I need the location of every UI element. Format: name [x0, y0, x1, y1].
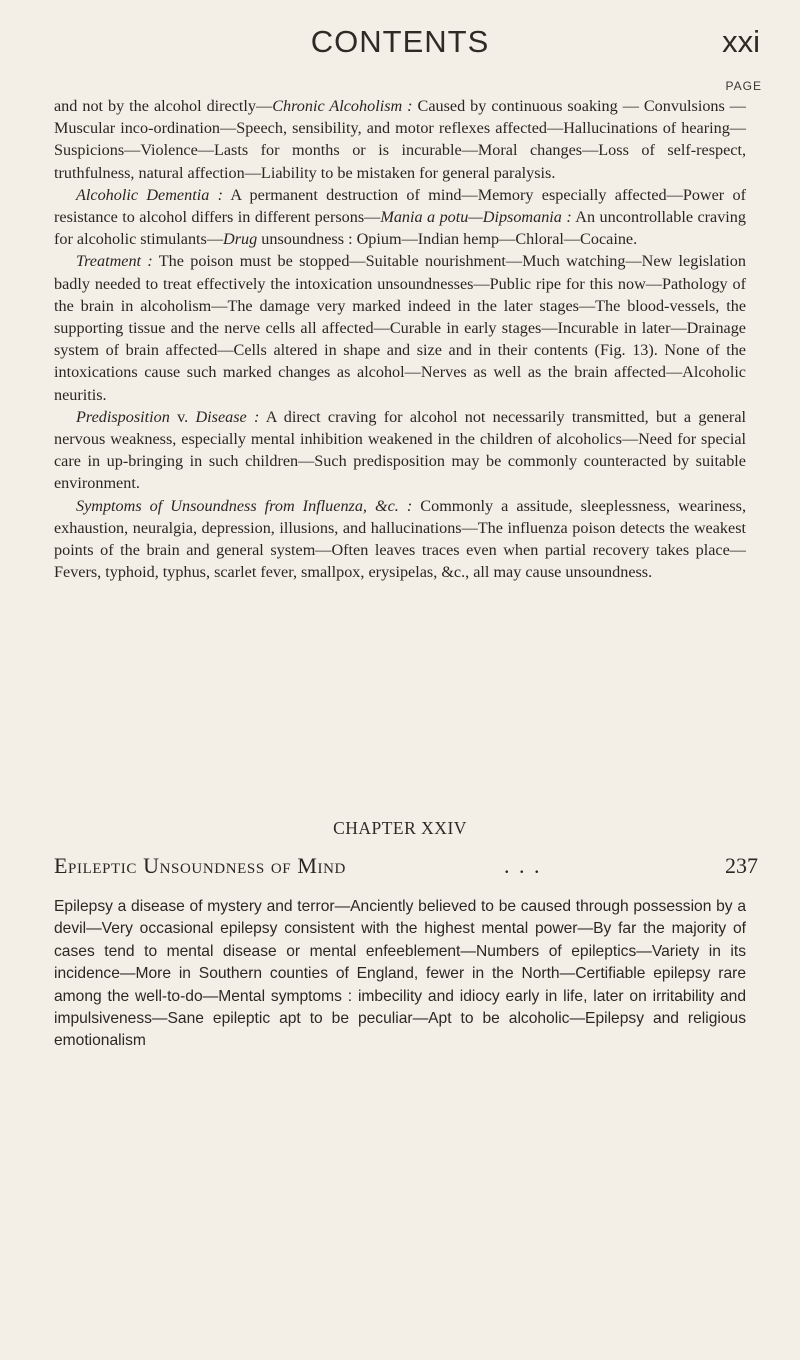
text-run: A direct craving for alcohol not necessarily transmitted, but a general nervous weakness, especially mental inhibition weakened in the children of alcoholics—Need for special care in up-bringing in such children—Such predisposition may be commonly counteracted by suitable environment.	[54, 407, 747, 493]
text-run: A permanent destruction of mind—Memory especially affected—Power of resistance to alcohol differs in different persons—	[54, 185, 746, 227]
page-folio: xxi	[722, 24, 760, 59]
text-run: v.	[169, 407, 196, 426]
text-run: The poison must be stopped—Suitable nourishment—Much watching—New legislation badly needed to treat effectively the intoxication unsoundnesses—Public ripe for this now—Pathology of the brain in alcoholism—The damage very marked indeed in the later stages—The blood-vessels, the supporting tissue and the nerve cells all affected—Curable in early stages—Incurable in later—Drainage system of brain affected—Cells altered in shape and size and in their contents (Fig. 13). None of the intoxications cause such marked changes as alcohol—Nerves as well as the brain affected—Alcoholic neuritis.	[54, 252, 746, 404]
leader-dots: . . .	[504, 853, 542, 878]
text-run: Commonly a assitude, sleeplessness, weariness, exhaustion, neuralgia, depression, illusions, and hallucinations—The influenza poison detects the weakest points of the brain and general system—Often leaves traces even when partial recovery takes place—Fevers, typhoid, typhus, scarlet fever, smallpox, erysipelas, &c., all may cause unsoundness.	[54, 496, 747, 582]
italic-topic: Symptoms of Unsoundness from Influenza, &c. :	[76, 496, 413, 515]
italic-topic: Mania a potu—Dipsomania :	[380, 208, 572, 227]
chapter-title: Epileptic Unsoundness of Mind	[54, 853, 346, 878]
italic-topic: Drug	[223, 230, 258, 249]
italic-topic: Predisposition	[76, 407, 170, 426]
text-run: and not by the alcohol directly—	[54, 97, 273, 115]
chapter-heading: CHAPTER XXIV	[333, 818, 467, 838]
summary-paragraph	[54, 406, 746, 495]
text-run: Caused by continuous soaking — Convulsions — Muscular inco-ordination—Speech, sensibility, and motor reflexes affected—Hallucinations of hearing—Suspicions—Violence—Lasts for months or is incurable—Moral changes—Loss of self-respect, truthfulness, natural affection—Liability to be mistaken for general paralysis.	[54, 97, 746, 182]
summary-paragraph	[54, 184, 746, 251]
summary-paragraph	[54, 250, 746, 405]
text-run: An uncontrollable craving for alcoholic stimulants—	[54, 208, 746, 249]
summary-paragraph	[54, 95, 746, 184]
running-title: CONTENTS	[310, 24, 490, 59]
italic-topic: Chronic Alcoholism :	[272, 97, 413, 115]
text-run: unsoundness : Opium—Indian hemp—Chloral—Cocaine.	[257, 230, 638, 249]
chapter-summary-paragraph: Epilepsy a disease of mystery and terror—Anciently believed to be caused through possession by a devil—Very occasional epilepsy consistent with the highest mental power—By far the majority of cases tend to mental disease or mental enfeeblement—Numbers of epileptics—Variety in its incidence—More in Southern counties of England, fewer in the North—Certifiable epilepsy rare among the well-to-do—Mental symptoms : imbecility and idiocy early in life, later on irritability and impulsiveness—Sane epileptic apt to be peculiar—Apt to be alcoholic—Epilepsy and religious emotionalism	[54, 898, 746, 1050]
italic-topic: Treatment :	[76, 252, 153, 271]
chapter-page-number: 237	[725, 853, 758, 878]
page-column-label: PAGE	[725, 79, 762, 93]
italic-topic: Disease :	[195, 407, 260, 426]
summary-paragraph	[54, 495, 746, 584]
chapter-summary-text	[54, 95, 746, 583]
italic-topic: Alcoholic Dementia :	[76, 185, 223, 204]
toc-entry	[54, 853, 758, 887]
